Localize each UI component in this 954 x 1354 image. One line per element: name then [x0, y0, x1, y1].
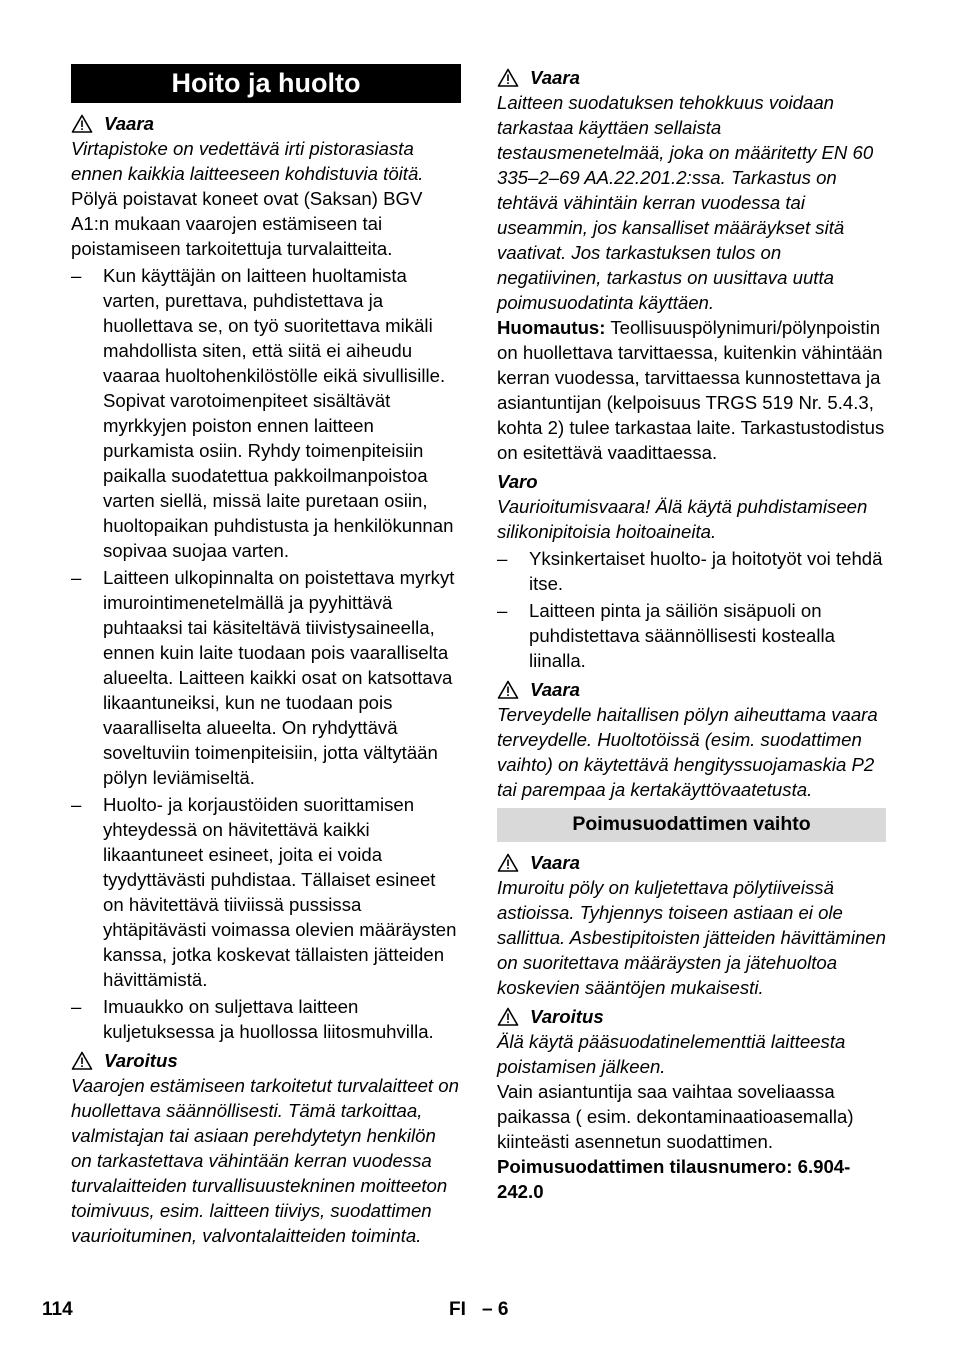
bullet-dash: –: [497, 548, 508, 569]
list-item: [497, 598, 886, 673]
intro-paragraph: Pölyä poistavat koneet ovat (Saksan) BGV A1:n mukaan vaarojen estämiseen tai poistamiseen tarkoitettuja turvalaitteita.: [71, 188, 423, 259]
warning-text: Imuroitu pöly on kuljetettava pölytiiveissä astioissa. Tyhjennys toiseen astiaan ei ole sallittua. Asbestipitoisten jätteiden hävittäminen on suoritettava määräysten ja jätehuoltoa koskevien sääntöjen mukaisesti.: [497, 877, 886, 998]
bullet-dash: –: [71, 567, 82, 588]
warning-label: Vaara: [104, 113, 154, 134]
list-item: [71, 994, 461, 1044]
warning-label: Vaara: [530, 67, 580, 88]
page-title: Hoito ja huolto: [71, 64, 461, 103]
page-number: 114: [42, 1299, 73, 1320]
warning-triangle-icon: [497, 68, 519, 87]
warning-triangle-icon: [71, 1051, 93, 1070]
list-item: [497, 546, 886, 596]
note-paragraph: [497, 315, 886, 465]
order-number: Poimusuodattimen tilausnumero: 6.904-242.0: [497, 1156, 851, 1202]
list-item-text: Laitteen ulkopinnalta on poistettava myrkyt imurointimenetelmällä ja pyyhittävä puhtaaksi tai käsiteltävä tiivistysaineella, ennen kuin laite tuodaan pois vaaralliselta alueelta. Laitteen kaikki osat on katsottava likaantuneiksi, kun ne tuodaan pois vaaralliselta alueelta. On ryhdyttävä soveltuviin toimenpiteisiin, jotta vältytään pölyn leviämiseltä.: [103, 567, 455, 788]
footer-subpage: – 6: [482, 1299, 509, 1320]
bullet-dash: –: [71, 265, 82, 286]
warning-text: Virtapistoke on vedettävä irti pistorasiasta ennen kaikkia laitteeseen kohdistuvia töitä.: [71, 138, 424, 184]
warning-text: Terveydelle haitallisen pölyn aiheuttama vaara terveydelle. Huoltotöissä (esim. suodattimen vaihto) on käytettävä hengityssuojamaskia P2 tai parempaa ja kertakäyttövaatetusta.: [497, 704, 878, 800]
warning-heading-vaara: [497, 65, 886, 90]
left-column: [71, 64, 461, 1248]
warning-triangle-icon: [71, 114, 93, 133]
warning-triangle-icon: [497, 1007, 519, 1026]
bullet-dash: –: [71, 996, 82, 1017]
footer-language: FI: [449, 1299, 466, 1320]
bullet-dash: –: [497, 600, 508, 621]
caution-label: Varo: [497, 471, 538, 492]
warning-label: Vaara: [530, 852, 580, 873]
warning-label: Varoitus: [104, 1050, 178, 1071]
caution-heading-varo: [497, 469, 886, 494]
list-item-text: Huolto- ja korjaustöiden suorittamisen yhteydessä on hävitettävä kaikki likaantuneet esineet, joita ei voida tyydyttävästi puhdistaa. Tällaiset esineet on hävitettävä tiiviissä pussissa yhtäpitävästi voimassa olevien määräysten kanssa, jotka koskevat tällaisten jätteiden hävittämistä.: [103, 794, 457, 990]
warning-text: Älä käytä pääsuodatinelementtiä laitteesta poistamisen jälkeen.: [497, 1031, 846, 1077]
list-item-text: Imuaukko on suljettava laitteen kuljetuksessa ja huollossa liitosmuhvilla.: [103, 996, 434, 1042]
warning-label: Vaara: [530, 679, 580, 700]
warning-text: Laitteen suodatuksen tehokkuus voidaan tarkastaa käyttäen sellaista testausmenetelmää, joka on määritetty EN 60 335–2–69 AA.22.201.2:ssa. Tarkastus on tehtävä vähintäin kerran vuodessa tai useammin, jos kansalliset määräykset sitä vaativat. Jos tarkastuksen tulos on negatiivinen, tarkastus on uusittava uutta poimusuodatinta käyttäen.: [497, 92, 874, 313]
note-label: Huomautus:: [497, 317, 606, 338]
warning-text: Vaarojen estämiseen tarkoitetut turvalaitteet on huollettava säännöllisesti. Tämä tarkoittaa, valmistajan tai asiaan perehdytetyn henkilön on tarkastettava vähintään kerran vuodessa turvalaitteiden turvallisuustekninen moitteeton toimivuus, esim. laitteen tiiviys, suodattimen vaurioituminen, valvontalaitteiden toiminta.: [71, 1075, 459, 1246]
warning-triangle-icon: [497, 853, 519, 872]
list-item-text: Kun käyttäjän on laitteen huoltamista varten, purettava, puhdistettava ja huollettava se, on työ suoritettava mikäli mahdollista siten, että siitä ei aiheudu vaaraa huoltohenkilöstölle eikä sivullisille. Sopivat varotoimenpiteet sisältävät myrkkyjen poiston ennen laitteen purkamista osiin. Ryhdy toimenpiteisiin paikalla suodatettua pakkoilmanpoistoa varten siellä, missä laite puretaan osiin, huoltopaikan puhdistusta ja henkilökunnan sopivaa suojaa varten.: [103, 265, 454, 561]
warning-heading-varoitus: [497, 1004, 886, 1029]
body-paragraph: Vain asiantuntija saa vaihtaa soveliaassa paikassa ( esim. dekontaminaatioasemalla) kiinteästi asennetun suodattimen.: [497, 1081, 854, 1152]
warning-label: Varoitus: [530, 1006, 604, 1027]
warning-triangle-icon: [497, 680, 519, 699]
list-item: [71, 565, 461, 790]
note-text: Teollisuuspölynimuri/pölynpoistin on huollettava tarvittaessa, kuitenkin vähintään kerran vuodessa, tarvittaessa kunnostettava ja asiantuntijan (kelpoisuus TRGS 519 Nr. 5.4.3, kohta 2) tulee tarkastaa laite. Tarkastustodistus on esitettävä vaadittaessa.: [497, 317, 885, 463]
warning-heading-vaara: [497, 850, 886, 875]
warning-heading-vaara: [497, 677, 886, 702]
caution-text: Vaurioitumisvaara! Älä käytä puhdistamiseen silikonipitoisia hoitoaineita.: [497, 496, 868, 542]
list-item-text: Yksinkertaiset huolto- ja hoitotyöt voi tehdä itse.: [529, 548, 883, 594]
list-item: [71, 792, 461, 992]
right-column: [497, 61, 886, 1204]
list-item-text: Laitteen pinta ja säiliön sisäpuoli on puhdistettava säännöllisesti kostealla liinalla.: [529, 600, 835, 671]
bullet-dash: –: [71, 794, 82, 815]
section-heading: Poimusuodattimen vaihto: [497, 808, 886, 842]
warning-heading-varoitus: [71, 1048, 461, 1073]
list-item: [71, 263, 461, 563]
warning-heading-vaara: [71, 111, 461, 136]
